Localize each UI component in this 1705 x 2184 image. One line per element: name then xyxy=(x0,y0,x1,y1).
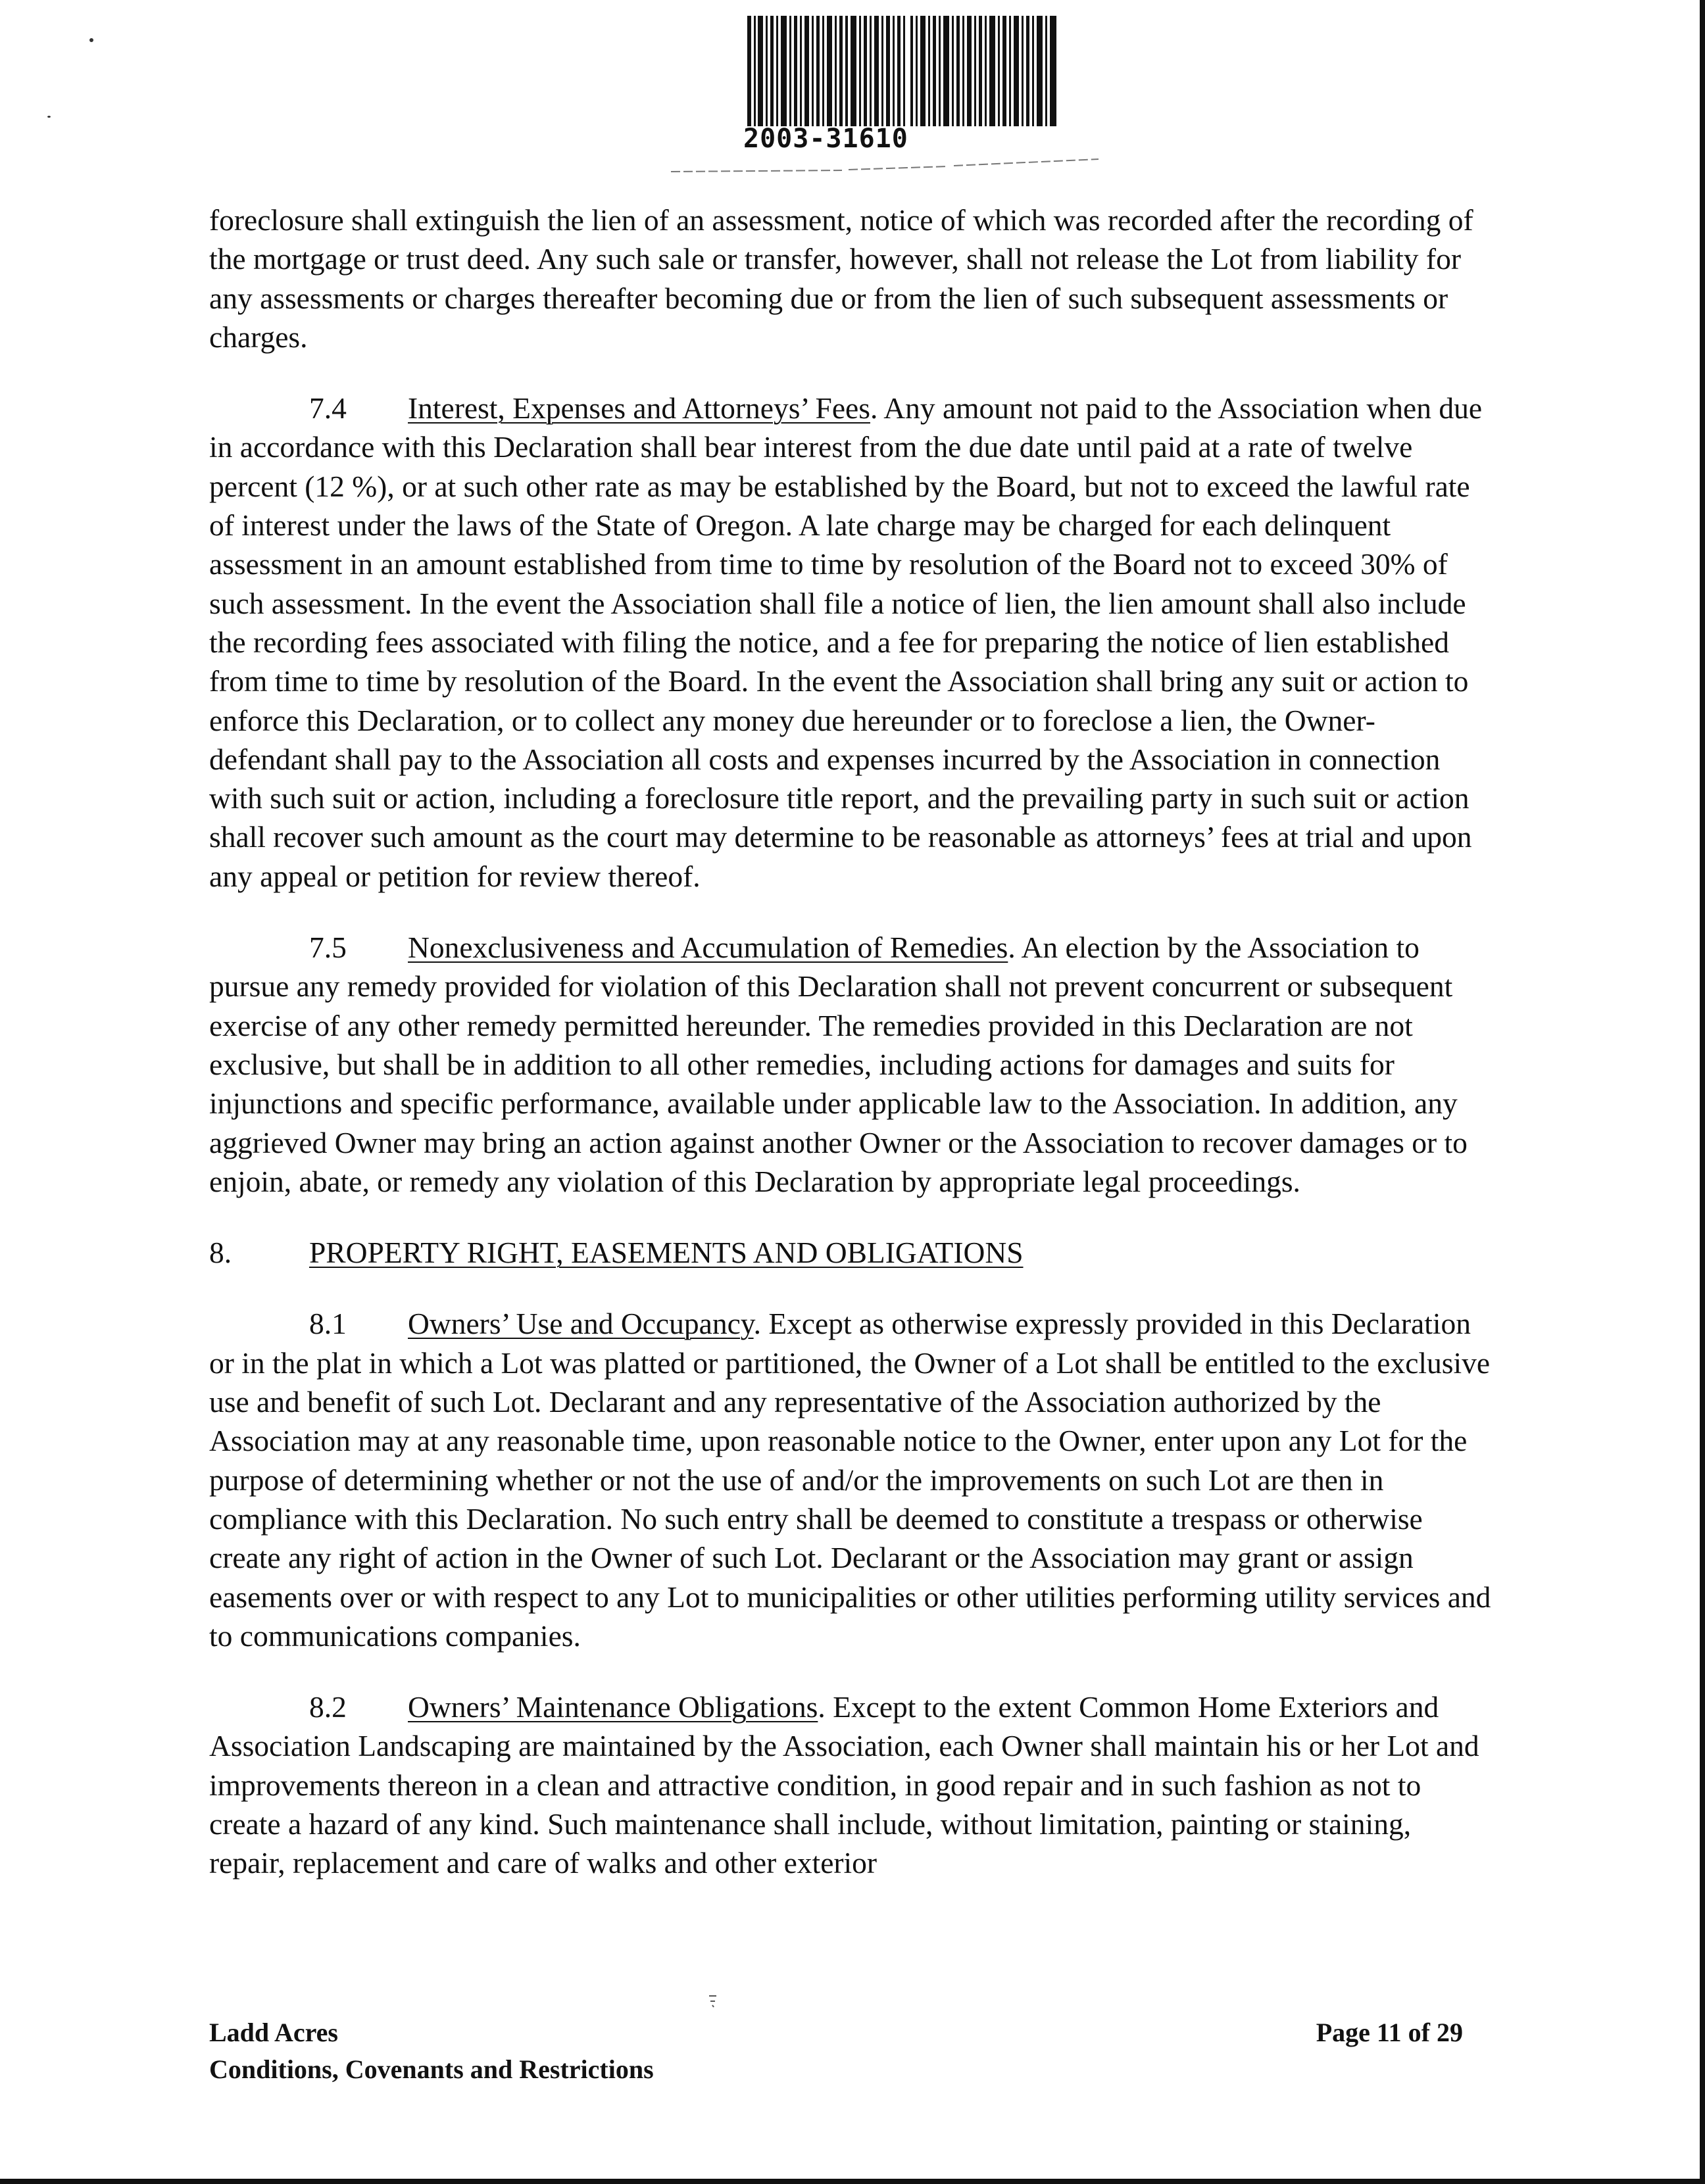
paragraph-continuation: foreclosure shall extinguish the lien of an assessment, notice of which was recorded after the recording of the mortgage or trust deed. Any such sale or transfer, however, shall not release the Lot from liability for any assessments or charges thereafter becoming due or from the lien of such subsequent assessments or charges. xyxy=(209,203,1473,354)
section-7-5 xyxy=(209,928,1492,1201)
section-8-2 xyxy=(209,1687,1492,1882)
barcode-stamp xyxy=(671,16,1099,180)
section-text: . An election by the Association to pursue any remedy provided for violation of this Declaration shall not prevent concurrent or subsequent exercise of any other remedy permitted hereunder. The remedies provided in this Declaration are not exclusive, but shall be in addition to all other remedies, including actions for damages and suits for injunctions and specific performance, available under applicable law to the Association. In addition, any aggrieved Owner may bring an action against another Owner or the Association to recover damages or to enjoin, abate, or remedy any violation of this Declaration by appropriate legal proceedings. xyxy=(209,931,1468,1198)
footer-document-title xyxy=(209,2014,654,2088)
section-text: . Except as otherwise expressly provided in this Declaration or in the plat in which a Lot was platted or partitioned, the Owner of a Lot shall be entitled to the exclusive use and benefit of such Lot. Declarant and any representative of the Association authorized by the Association may at any reasonable time, upon reasonable notice to the Owner, enter upon any Lot for the purpose of determining whether or not the use of and/or the improvements on such Lot are then in compliance with this Declaration. No such entry shall be deemed to constitute a trespass or otherwise create any right of action in the Owner of such Lot. Declarant or the Association may grant or assign easements over or with respect to any Lot to municipalities or other utilities performing utility services and to communications companies. xyxy=(209,1307,1491,1653)
section-number: 8.2 xyxy=(309,1690,347,1724)
scan-edge-bottom xyxy=(0,2179,1705,2184)
footer-document-name: Conditions, Covenants and Restrictions xyxy=(209,2054,654,2084)
scan-speck xyxy=(89,38,93,42)
barcode-underline xyxy=(671,157,1099,177)
section-number: 7.5 xyxy=(309,931,347,965)
section-title: Interest, Expenses and Attorneys’ Fees xyxy=(408,391,870,425)
section-title: Owners’ Maintenance Obligations xyxy=(408,1690,818,1724)
document-body xyxy=(209,201,1492,1915)
footer-page-number: Page 11 of 29 xyxy=(1316,2018,1463,2047)
section-8-1 xyxy=(209,1304,1492,1655)
heading-number: 8. xyxy=(209,1236,232,1270)
scan-mark xyxy=(708,1993,718,2012)
section-7-4 xyxy=(209,389,1492,896)
scan-speck xyxy=(47,116,51,118)
section-title: Nonexclusiveness and Accumulation of Remedies xyxy=(408,931,1008,965)
section-text: . Any amount not paid to the Association when due in accordance with this Declaration shall bear interest from the due date until paid at a rate of twelve percent (12 %), or at such other rate as may be established by the Board, but not to exceed the lawful rate of interest under the laws of the State of Oregon. A late charge may be charged for each delinquent assessment in an amount established from time to time by resolution of the Board not to exceed 30% of such assessment. In the event the Association shall file a notice of lien, the lien amount shall also include the recording fees associated with filing the notice, and a fee for preparing the notice of lien established from time to time by resolution of the Board. In the event the Association shall bring any suit or action to enforce this Declaration, or to collect any money due hereunder or to foreclose a lien, the Owner-defendant shall pay to the Association all costs and expenses incurred by the Association in connection with such suit or action, including a foreclosure title report, and the prevailing party in such suit or action shall recover such amount as the court may determine to be reasonable as attorneys’ fees at trial and upon any appeal or petition for review thereof. xyxy=(209,391,1483,893)
section-number: 7.4 xyxy=(309,391,347,425)
recording-number: 2003-31610 xyxy=(743,124,908,154)
section-8-heading xyxy=(209,1233,1492,1272)
scan-mark-glyph xyxy=(708,1994,718,2008)
section-number: 8.1 xyxy=(309,1307,347,1341)
scan-edge-right xyxy=(1700,0,1705,2184)
section-title: Owners’ Use and Occupancy xyxy=(408,1307,754,1341)
barcode-image xyxy=(747,16,1056,126)
section-text: . Except to the extent Common Home Exteriors and Association Landscaping are maintained by the Association, each Owner shall maintain his or her Lot and improvements thereon in a clean and attractive condition, in good repair and in such fashion as not to create a hazard of any kind. Such maintenance shall include, without limitation, painting or staining, repair, replacement and care of walks and other exterior xyxy=(209,1690,1479,1880)
footer-project-name: Ladd Acres xyxy=(209,2018,338,2047)
heading-title: PROPERTY RIGHT, EASEMENTS AND OBLIGATIONS xyxy=(309,1236,1024,1270)
